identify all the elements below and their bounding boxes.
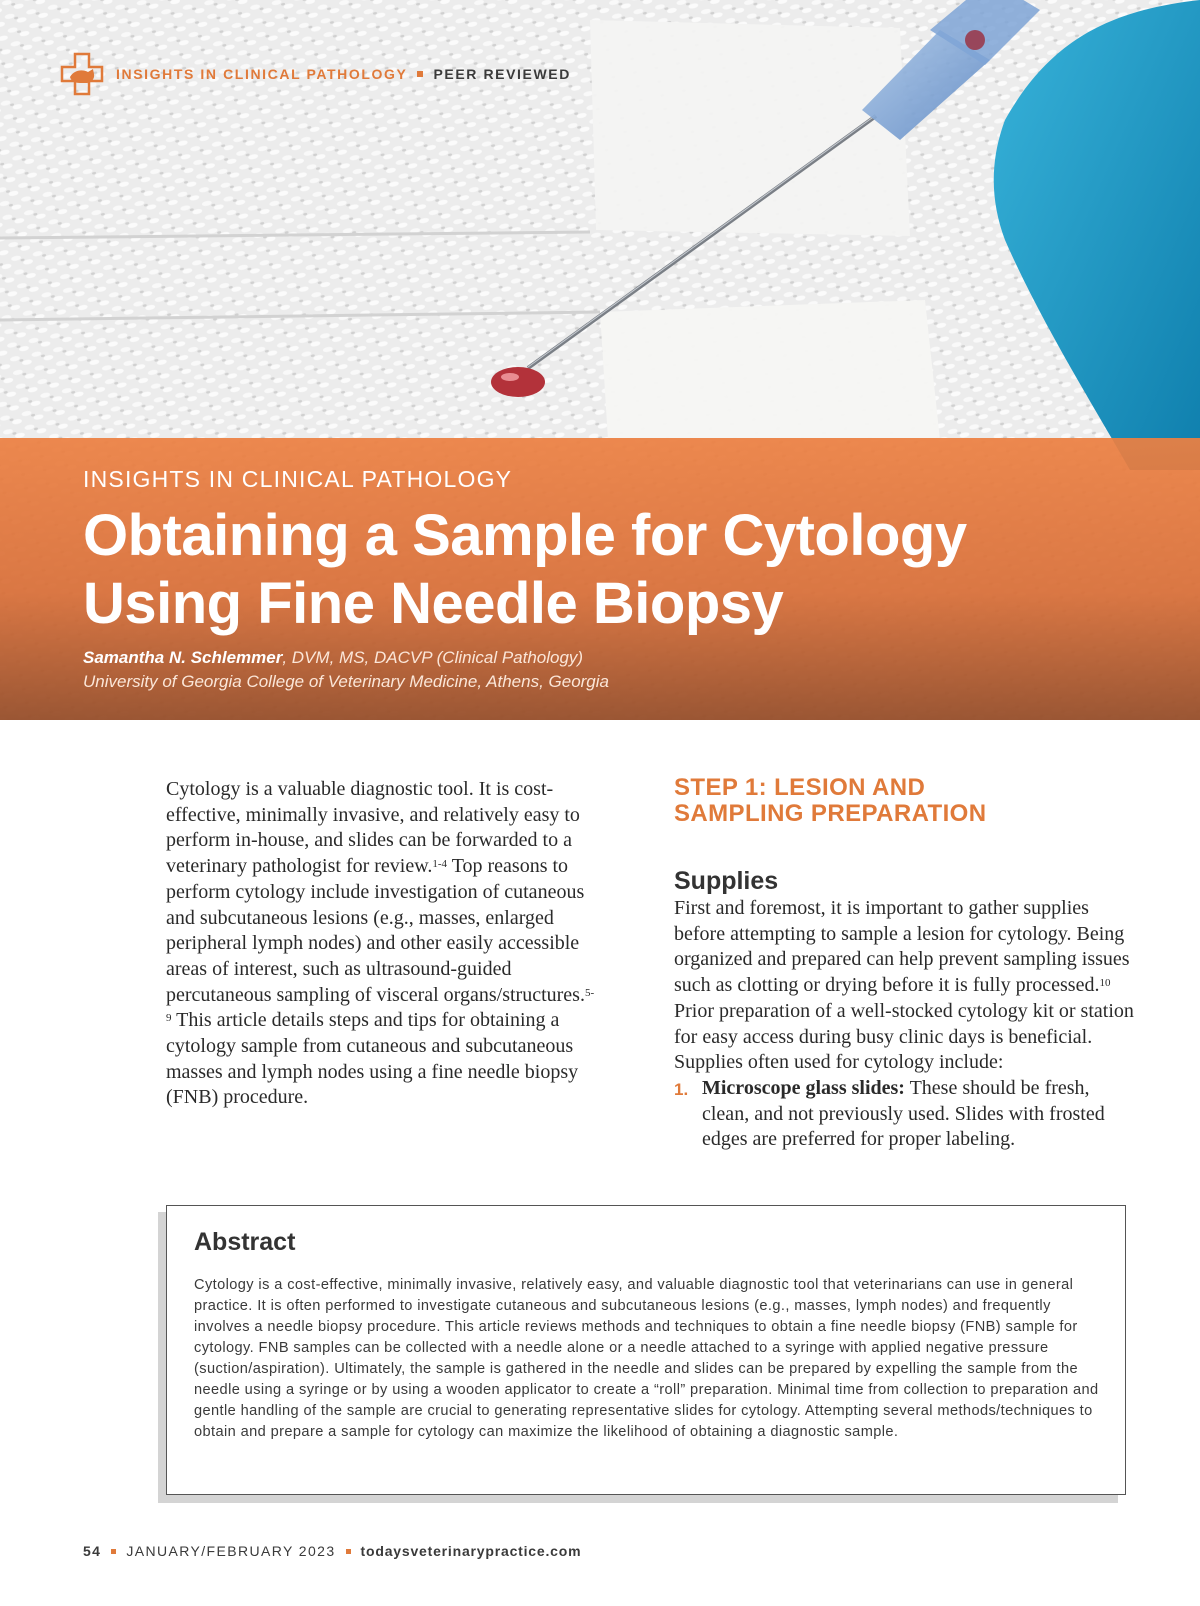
separator-square bbox=[111, 1549, 116, 1554]
supplies-text-2: Prior preparation of a well-stocked cytology kit or station for easy access during busy clinic days is beneficial. Supplies often used for cytology include: bbox=[674, 999, 1134, 1074]
intro-text-3: This article details steps and tips for obtaining a cytology sample from cutaneous and subcutaneous masses and lymph nodes using a fine needle biopsy (FNB) procedure. bbox=[166, 1009, 579, 1109]
issue-date: JANUARY/FEBRUARY 2023 bbox=[126, 1543, 336, 1559]
step1-heading-line1: STEP 1: LESION AND bbox=[674, 774, 926, 801]
title-banner bbox=[0, 438, 1200, 720]
website-link[interactable]: todaysveterinarypractice.com bbox=[360, 1543, 582, 1559]
author-name: Samantha N. Schlemmer bbox=[83, 648, 283, 667]
citation-ref: 10 bbox=[1099, 977, 1111, 990]
glass-slide-bottom bbox=[600, 300, 940, 440]
step1-section bbox=[674, 775, 1134, 1153]
intro-paragraph bbox=[166, 777, 596, 1111]
series-header bbox=[60, 52, 571, 96]
separator-square bbox=[346, 1549, 351, 1554]
separator-square bbox=[417, 71, 423, 77]
article-title bbox=[83, 502, 1163, 638]
abstract-text: Cytology is a cost-effective, minimally invasive, relatively easy, and valuable diagnostic tool that veterinarians can use in general practice. It is often performed to investigate cutaneous and subcutaneous lesions (e.g., masses, lymph nodes) and frequently involves a needle biopsy procedure. This article reviews methods and techniques to obtain a fine needle biopsy (FNB) sample for cytology. FNB samples can be collected with a needle alone or a needle attached to a syringe with applied negative pressure (suction/aspiration). Ultimately, the sample is gathered in the needle and slides can be prepared by expelling the sample from the needle using a syringe or by using a wooden applicator to create a “roll” preparation. Minimal time from collection to preparation and gentle handling of the sample are crucial to generating representative slides for cytology. Attempting several methods/techniques to obtain and prepare a sample for cytology can maximize the likelihood of obtaining a diagnostic sample. bbox=[194, 1277, 1099, 1440]
peer-reviewed-label: PEER REVIEWED bbox=[433, 66, 571, 82]
author-affiliation: University of Georgia College of Veterinary Medicine, Athens, Georgia bbox=[83, 672, 609, 691]
supplies-subheading: Supplies bbox=[674, 867, 779, 895]
section-kicker: INSIGHTS IN CLINICAL PATHOLOGY bbox=[83, 466, 513, 492]
supplies-paragraph bbox=[674, 896, 1134, 1076]
page-number: 54 bbox=[83, 1543, 102, 1559]
list-description: These should be fresh, clean, and not previously used. Slides with frosted edges are preferred for proper labeling. bbox=[702, 1076, 1105, 1151]
list-text bbox=[702, 1076, 1134, 1153]
blood-droplet bbox=[491, 367, 545, 397]
article-title-line1: Obtaining a Sample for Cytology bbox=[83, 503, 967, 568]
citation-ref: 5-9 bbox=[166, 986, 595, 1025]
abstract-box bbox=[166, 1205, 1126, 1495]
hero-image-section bbox=[0, 0, 1200, 720]
supplies-text-1: First and foremost, it is important to gather supplies before attempting to sample a lesion for cytology. Being organized and prepared can help prevent sampling issues such as clotting or drying before it is fully processed. bbox=[674, 897, 1130, 997]
step1-heading bbox=[674, 775, 1134, 827]
intro-text-1: Cytology is a valuable diagnostic tool. It is cost-effective, minimally invasive, and relatively easy to perform in-house, and slides can be forwarded to a veterinary pathologist for review. bbox=[166, 778, 580, 878]
list-item bbox=[674, 1076, 1134, 1153]
list-number: 1. bbox=[674, 1079, 689, 1099]
page-footer bbox=[83, 1543, 581, 1559]
series-label: INSIGHTS IN CLINICAL PATHOLOGY bbox=[116, 66, 408, 82]
intro-text-2: Top reasons to perform cytology include investigation of cutaneous and subcutaneous lesions (e.g., masses, enlarged peripheral lymph nodes) and other easily accessible areas of interest, such as ultrasound-guided percutaneous sampling of visceral organs/structures. bbox=[166, 855, 585, 1006]
author-byline bbox=[83, 648, 583, 668]
citation-ref: 1-4 bbox=[432, 858, 448, 871]
step1-heading-line2: SAMPLING PREPARATION bbox=[674, 800, 987, 827]
list-term: Microscope glass slides: bbox=[702, 1076, 905, 1099]
medical-cross-pet-icon bbox=[60, 52, 104, 96]
abstract-title: Abstract bbox=[194, 1228, 296, 1256]
article-title-line2: Using Fine Needle Biopsy bbox=[83, 571, 784, 636]
author-credentials: , DVM, MS, DACVP (Clinical Pathology) bbox=[282, 648, 584, 667]
